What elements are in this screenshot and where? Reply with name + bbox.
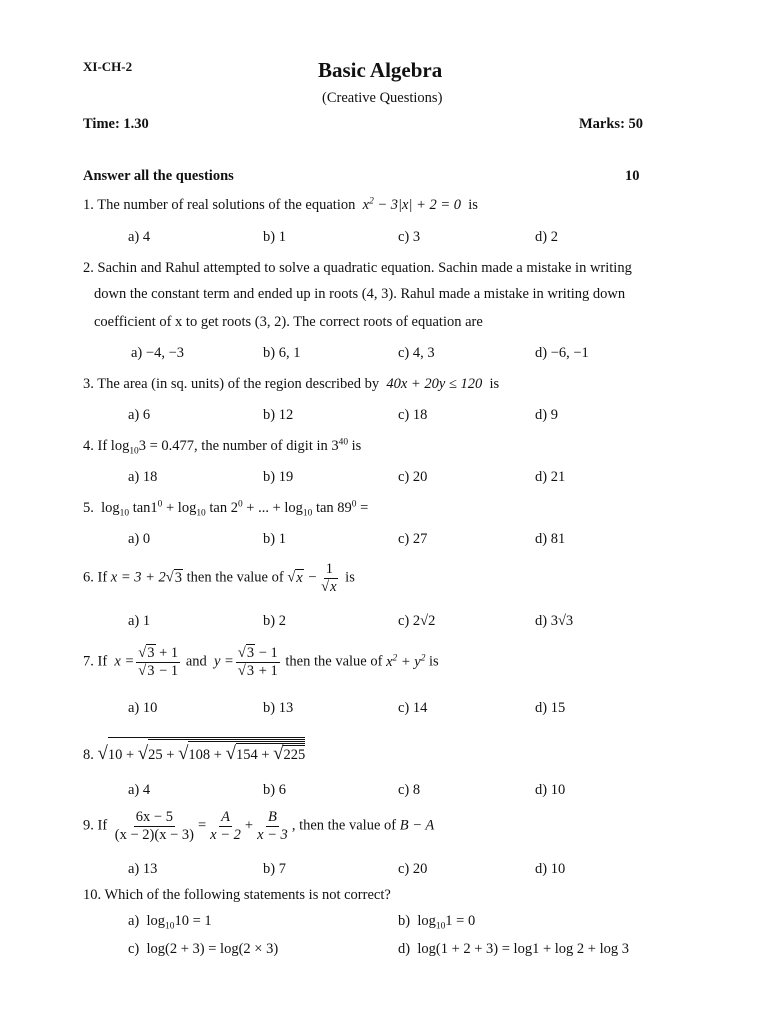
question-tail: is bbox=[489, 376, 500, 392]
question-number: 1. bbox=[83, 197, 94, 213]
q1-option-b[interactable]: b) 1 bbox=[263, 229, 286, 245]
q3-option-d[interactable]: d) 9 bbox=[535, 407, 558, 423]
page-title: Basic Algebra bbox=[318, 58, 443, 82]
q6-option-c[interactable]: c) 2√2 bbox=[398, 613, 436, 629]
y-fraction: $\frac{√3 - 1}{√3 + 1}$ bbox=[237, 645, 278, 679]
y-label: y = bbox=[210, 653, 234, 670]
question-number: 8. bbox=[83, 747, 94, 764]
x-fraction: $\frac{√3 + 1}{√3 - 1}$ bbox=[138, 645, 179, 679]
question-8 bbox=[83, 737, 305, 764]
question-text: If bbox=[97, 817, 108, 834]
question-mid: , then the value of bbox=[291, 817, 397, 834]
q4-option-d[interactable]: d) 21 bbox=[535, 469, 566, 485]
q5-option-d[interactable]: d) 81 bbox=[535, 531, 566, 547]
q3-option-b[interactable]: b) 12 bbox=[263, 407, 294, 423]
question-9: 9. If $\frac{6x - 5}{(x - 2)(x - 3)}$ = $\frac{A}{x - 2}$ + $\frac{B}{x - 3}$ , then the value of B − A bbox=[83, 809, 435, 843]
question-number: 7. bbox=[83, 653, 94, 670]
target-expression: B − A bbox=[399, 817, 435, 834]
q9-option-a[interactable]: a) 13 bbox=[128, 861, 158, 877]
question-number: 10. bbox=[83, 887, 102, 903]
question-text: The number of real solutions of the equation bbox=[97, 197, 356, 213]
question-tail: is bbox=[351, 438, 362, 454]
power-expression: $3^{40}$ bbox=[331, 437, 349, 454]
q7-option-d[interactable]: d) 15 bbox=[535, 700, 566, 716]
q2-option-b[interactable]: b) 6, 1 bbox=[263, 345, 301, 361]
question-text: The area (in sq. units) of the region described by bbox=[97, 376, 380, 392]
a-fraction: $\frac{A}{x - 2}$ bbox=[210, 809, 241, 843]
q5-option-b[interactable]: b) 1 bbox=[263, 531, 286, 547]
question-mid: and bbox=[185, 653, 207, 670]
q1-option-c[interactable]: c) 3 bbox=[398, 229, 421, 245]
q6-option-b[interactable]: b) 2 bbox=[263, 613, 286, 629]
q3-option-a[interactable]: a) 6 bbox=[128, 407, 151, 423]
equation: $x^2 - 3|x| + 2 = 0$ bbox=[359, 196, 465, 213]
question-mid: then the value of bbox=[186, 569, 284, 586]
question-tail: is bbox=[345, 569, 355, 586]
nested-radical: √ 10 + √ 25 + √ 108 + √ 154 + √ 225 bbox=[98, 737, 306, 764]
q8-option-b[interactable]: b) 6 bbox=[263, 782, 286, 798]
q8-option-d[interactable]: d) 10 bbox=[535, 782, 566, 798]
q9-option-c[interactable]: c) 20 bbox=[398, 861, 428, 877]
q10-option-a[interactable]: a) $\log_{10}10 = 1$ bbox=[128, 913, 212, 932]
question-text-line-1: Sachin and Rahul attempted to solve a quadratic equation. Sachin made a mistake in writing bbox=[97, 260, 632, 276]
q9-option-d[interactable]: d) 10 bbox=[535, 861, 566, 877]
x-definition: x = 3 + 2√3 bbox=[110, 569, 183, 586]
expression: √x − bbox=[287, 569, 318, 586]
instruction-marks: 10 bbox=[625, 168, 640, 184]
log-expression: $\log_{10}3 = 0.477$ bbox=[110, 438, 195, 457]
marks-label: Marks: 50 bbox=[579, 116, 644, 132]
q2-option-d[interactable]: d) −6, −1 bbox=[535, 345, 589, 361]
q3-option-c[interactable]: c) 18 bbox=[398, 407, 428, 423]
x-label: x = bbox=[110, 653, 135, 670]
question-4 bbox=[83, 438, 361, 455]
q4-option-b[interactable]: b) 19 bbox=[263, 469, 294, 485]
option-letter: b) bbox=[398, 913, 411, 929]
question-number: 9. bbox=[83, 817, 94, 834]
q1-option-a[interactable]: a) 4 bbox=[128, 229, 151, 245]
question-text: If bbox=[97, 569, 108, 586]
option-letter: d) bbox=[398, 941, 411, 957]
option-letter: c) bbox=[128, 941, 140, 957]
question-1 bbox=[83, 197, 478, 214]
q4-option-c[interactable]: c) 20 bbox=[398, 469, 428, 485]
question-text: Which of the following statements is not correct? bbox=[104, 887, 391, 903]
q6-option-a[interactable]: a) 1 bbox=[128, 613, 151, 629]
question-number: 5. bbox=[83, 500, 94, 516]
log-sum-expression: $\log_{10} \tan 1^0 + \log_{10} \tan 2^0$ + ... + $\log_{10} \tan 89^0$ = bbox=[97, 499, 369, 519]
paper-code: XI-CH-2 bbox=[83, 59, 133, 74]
q2-option-c[interactable]: c) 4, 3 bbox=[398, 345, 435, 361]
target-expression: $x^2 + y^2$ bbox=[386, 652, 426, 670]
q7-option-a[interactable]: a) 10 bbox=[128, 700, 158, 716]
question-number: 2. bbox=[83, 260, 94, 276]
q8-option-c[interactable]: c) 8 bbox=[398, 782, 421, 798]
question-10 bbox=[83, 887, 391, 904]
q9-option-b[interactable]: b) 7 bbox=[263, 861, 286, 877]
q7-option-c[interactable]: c) 14 bbox=[398, 700, 428, 716]
q5-option-a[interactable]: a) 0 bbox=[128, 531, 151, 547]
question-3 bbox=[83, 376, 499, 393]
q5-option-c[interactable]: c) 27 bbox=[398, 531, 428, 547]
fraction: $\frac{1}{√x}$ bbox=[321, 561, 337, 595]
question-5 bbox=[83, 500, 368, 517]
question-6 bbox=[83, 561, 355, 595]
q1-option-d[interactable]: d) 2 bbox=[535, 229, 558, 245]
q10-option-d[interactable]: d) log(1 + 2 + 3) = log1 + log 2 + log 3 bbox=[398, 941, 630, 957]
time-label: Time: 1.30 bbox=[83, 116, 149, 132]
q4-option-a[interactable]: a) 18 bbox=[128, 469, 158, 485]
question-number: 3. bbox=[83, 376, 94, 392]
question-2 bbox=[83, 260, 632, 277]
q10-option-b[interactable]: b) $\log_{10}1 = 0$ bbox=[398, 913, 476, 932]
question-number: 4. bbox=[83, 438, 94, 454]
question-2-line-2: down the constant term and ended up in roots (4, 3). Rahul made a mistake in writing down bbox=[94, 286, 626, 302]
question-text: If bbox=[97, 438, 108, 454]
question-mid-2: then the value of bbox=[285, 653, 383, 670]
question-number: 6. bbox=[83, 569, 94, 586]
question-tail: is bbox=[429, 653, 439, 670]
q10-option-c[interactable]: c) log(2 + 3) = log(2 × 3) bbox=[128, 941, 279, 957]
question-2-line-3: coefficient of x to get roots (3, 2). The correct roots of equation are bbox=[94, 314, 483, 330]
b-fraction: $\frac{B}{x - 3}$ bbox=[257, 809, 288, 843]
q8-option-a[interactable]: a) 4 bbox=[128, 782, 151, 798]
q2-option-a[interactable]: a) −4, −3 bbox=[131, 345, 184, 361]
question-tail: is bbox=[468, 197, 478, 213]
instruction: Answer all the questions bbox=[83, 168, 234, 184]
q6-option-d[interactable]: d) 3√3 bbox=[535, 613, 574, 629]
question-text: If bbox=[97, 653, 108, 670]
page-subtitle: (Creative Questions) bbox=[322, 90, 443, 106]
q7-option-b[interactable]: b) 13 bbox=[263, 700, 294, 716]
question-mid: , the number of digit in bbox=[194, 438, 328, 454]
inequality: 40x + 20y ≤ 120 bbox=[382, 376, 486, 392]
question-7 bbox=[83, 645, 439, 679]
option-letter: a) bbox=[128, 913, 140, 929]
lhs-fraction: $\frac{6x - 5}{(x - 2)(x - 3)}$ bbox=[114, 809, 194, 843]
